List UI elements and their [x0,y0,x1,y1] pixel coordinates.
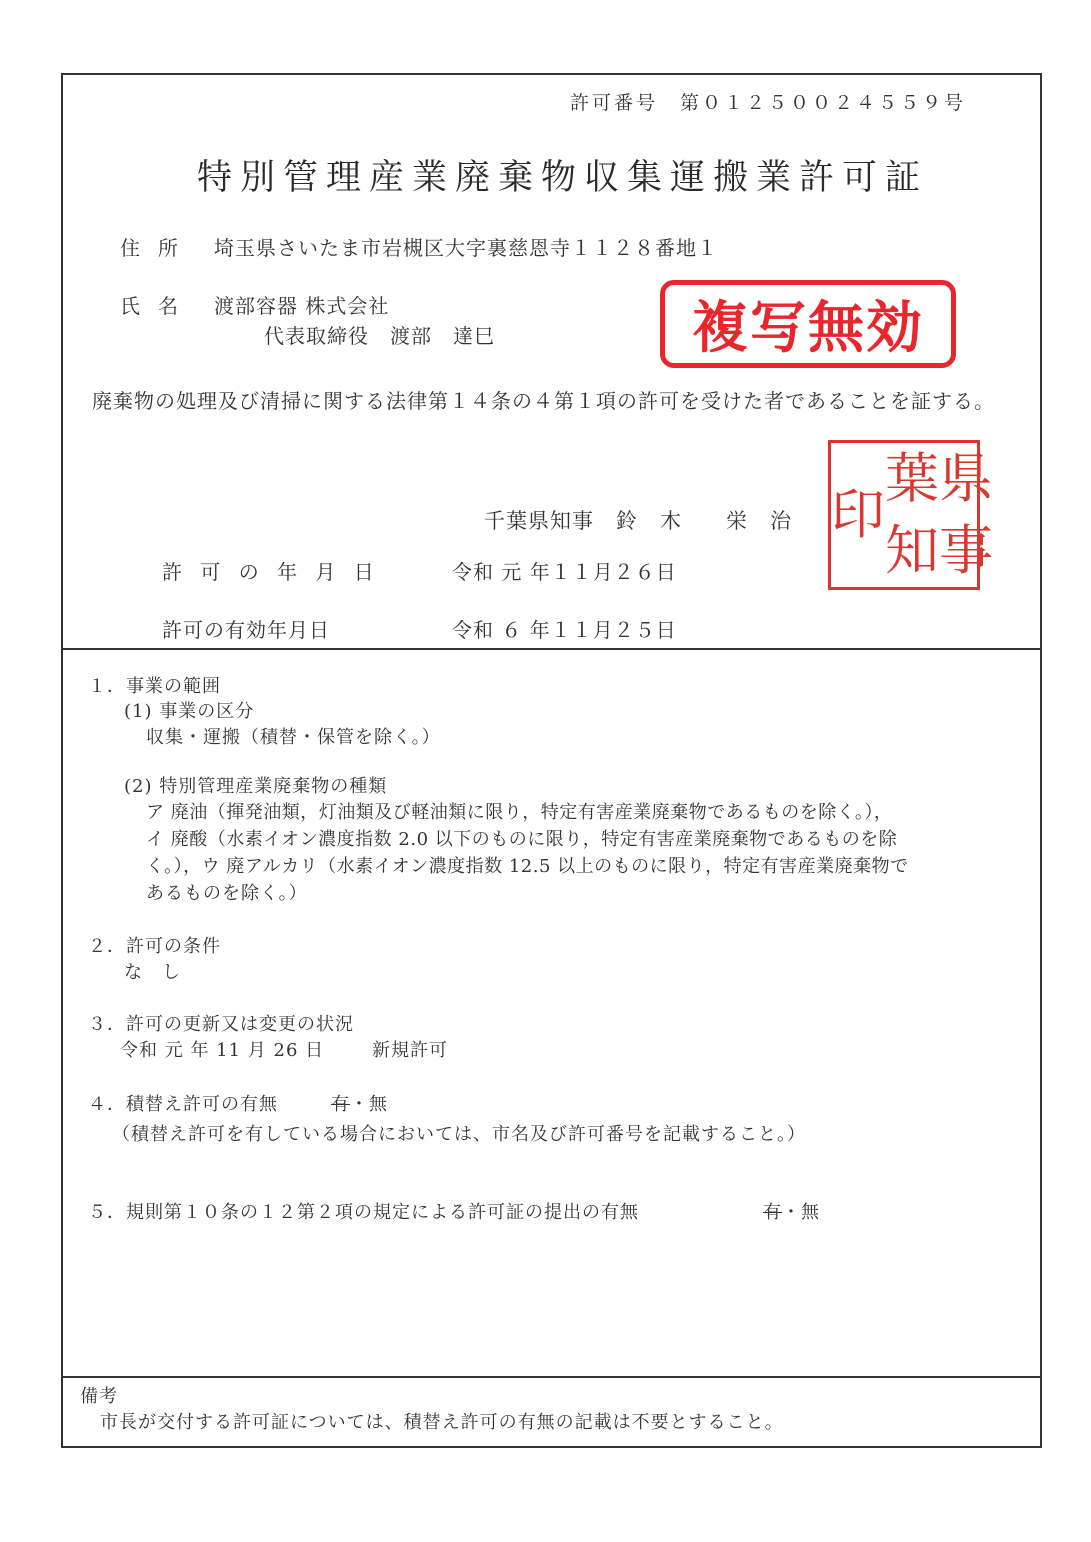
address-label: 住所 [120,236,196,260]
copy-invalid-stamp [660,280,956,368]
section-5-options: 有・無 [763,1202,820,1223]
section-2-value: な し [124,962,181,983]
representative-name: 代表取締役 渡部 達巳 [264,324,495,348]
governor-seal: 県 事 葉 知 印 [828,440,980,590]
section-1-title: １．事業の範囲 [88,676,221,697]
remarks-divider [61,1376,1042,1378]
section-2-title: ２．許可の条件 [88,936,221,957]
remarks-title: 備考 [80,1386,118,1407]
permit-date-value: 令和 元 年１１月２６日 [452,560,677,584]
section-1-sub2: (2) 特別管理産業廃棄物の種類 [124,776,388,797]
section-4-options: 有・無 [331,1094,388,1115]
remarks-text: 市長が交付する許可証については、積替え許可の有無の記載は不要とすること。 [100,1412,784,1433]
section-3-status: 新規許可 [372,1040,448,1061]
section-5-no: 無 [801,1202,820,1223]
section-3-date: 令和 元 年 11 月 26 日 [120,1040,325,1061]
section-5-yes: 有 [763,1202,782,1223]
expiry-date-value: 令和 ６ 年１１月２５日 [452,618,677,642]
section-4-no: 無 [369,1094,388,1115]
address-value: 埼玉県さいたま市岩槻区大字裏慈恩寺１１２８番地１ [214,236,718,260]
governor-name: 千葉県知事 鈴 木 栄 治 [484,509,792,533]
section-divider [61,648,1042,650]
page-title: 特別管理産業廃棄物収集運搬業許可証 [197,158,929,198]
name-label: 氏名 [120,294,196,318]
section-5-title: ５．規則第１０条の１２第２項の規定による許可証の提出の有無 [88,1202,639,1223]
expiry-date-label: 許可の有効年月日 [162,618,330,642]
waste-type-line4: あるものを除く。） [146,883,308,904]
permit-date-label: 許 可 の 年 月 日 [162,560,380,584]
section-4-note: （積替え許可を有している場合においては、市名及び許可番号を記載すること。） [112,1124,806,1145]
company-name: 渡部容器 株式会社 [214,294,390,318]
permit-number: 許可番号 第０１２５００２４５５９号 [570,92,967,114]
section-1-sub1: (1) 事業の区分 [124,701,255,722]
waste-type-line1: ア 廃油（揮発油類，灯油類及び軽油類に限り，特定有害産業廃棄物であるものを除く。）， [146,802,893,823]
section-4-yes: 有 [331,1094,350,1115]
waste-type-line3: く。），ウ 廃アルカリ（水素イオン濃度指数 12.5 以上のものに限り，特定有害産業廃棄物で [146,856,909,877]
copy-invalid-stamp-text: 複写無効 [692,296,924,361]
section-4-title: ４．積替え許可の有無 [88,1094,278,1115]
section-1-sub1-value: 収集・運搬（積替・保管を除く。） [146,727,441,748]
section-3-title: ３．許可の更新又は変更の状況 [88,1014,354,1035]
certification-statement: 廃棄物の処理及び清掃に関する法律第１４条の４第１項の許可を受けた者であることを証する。 [92,389,995,413]
waste-type-line2: イ 廃酸（水素イオン濃度指数 2.0 以下のものに限り，特定有害産業廃棄物であるものを除 [146,829,898,850]
